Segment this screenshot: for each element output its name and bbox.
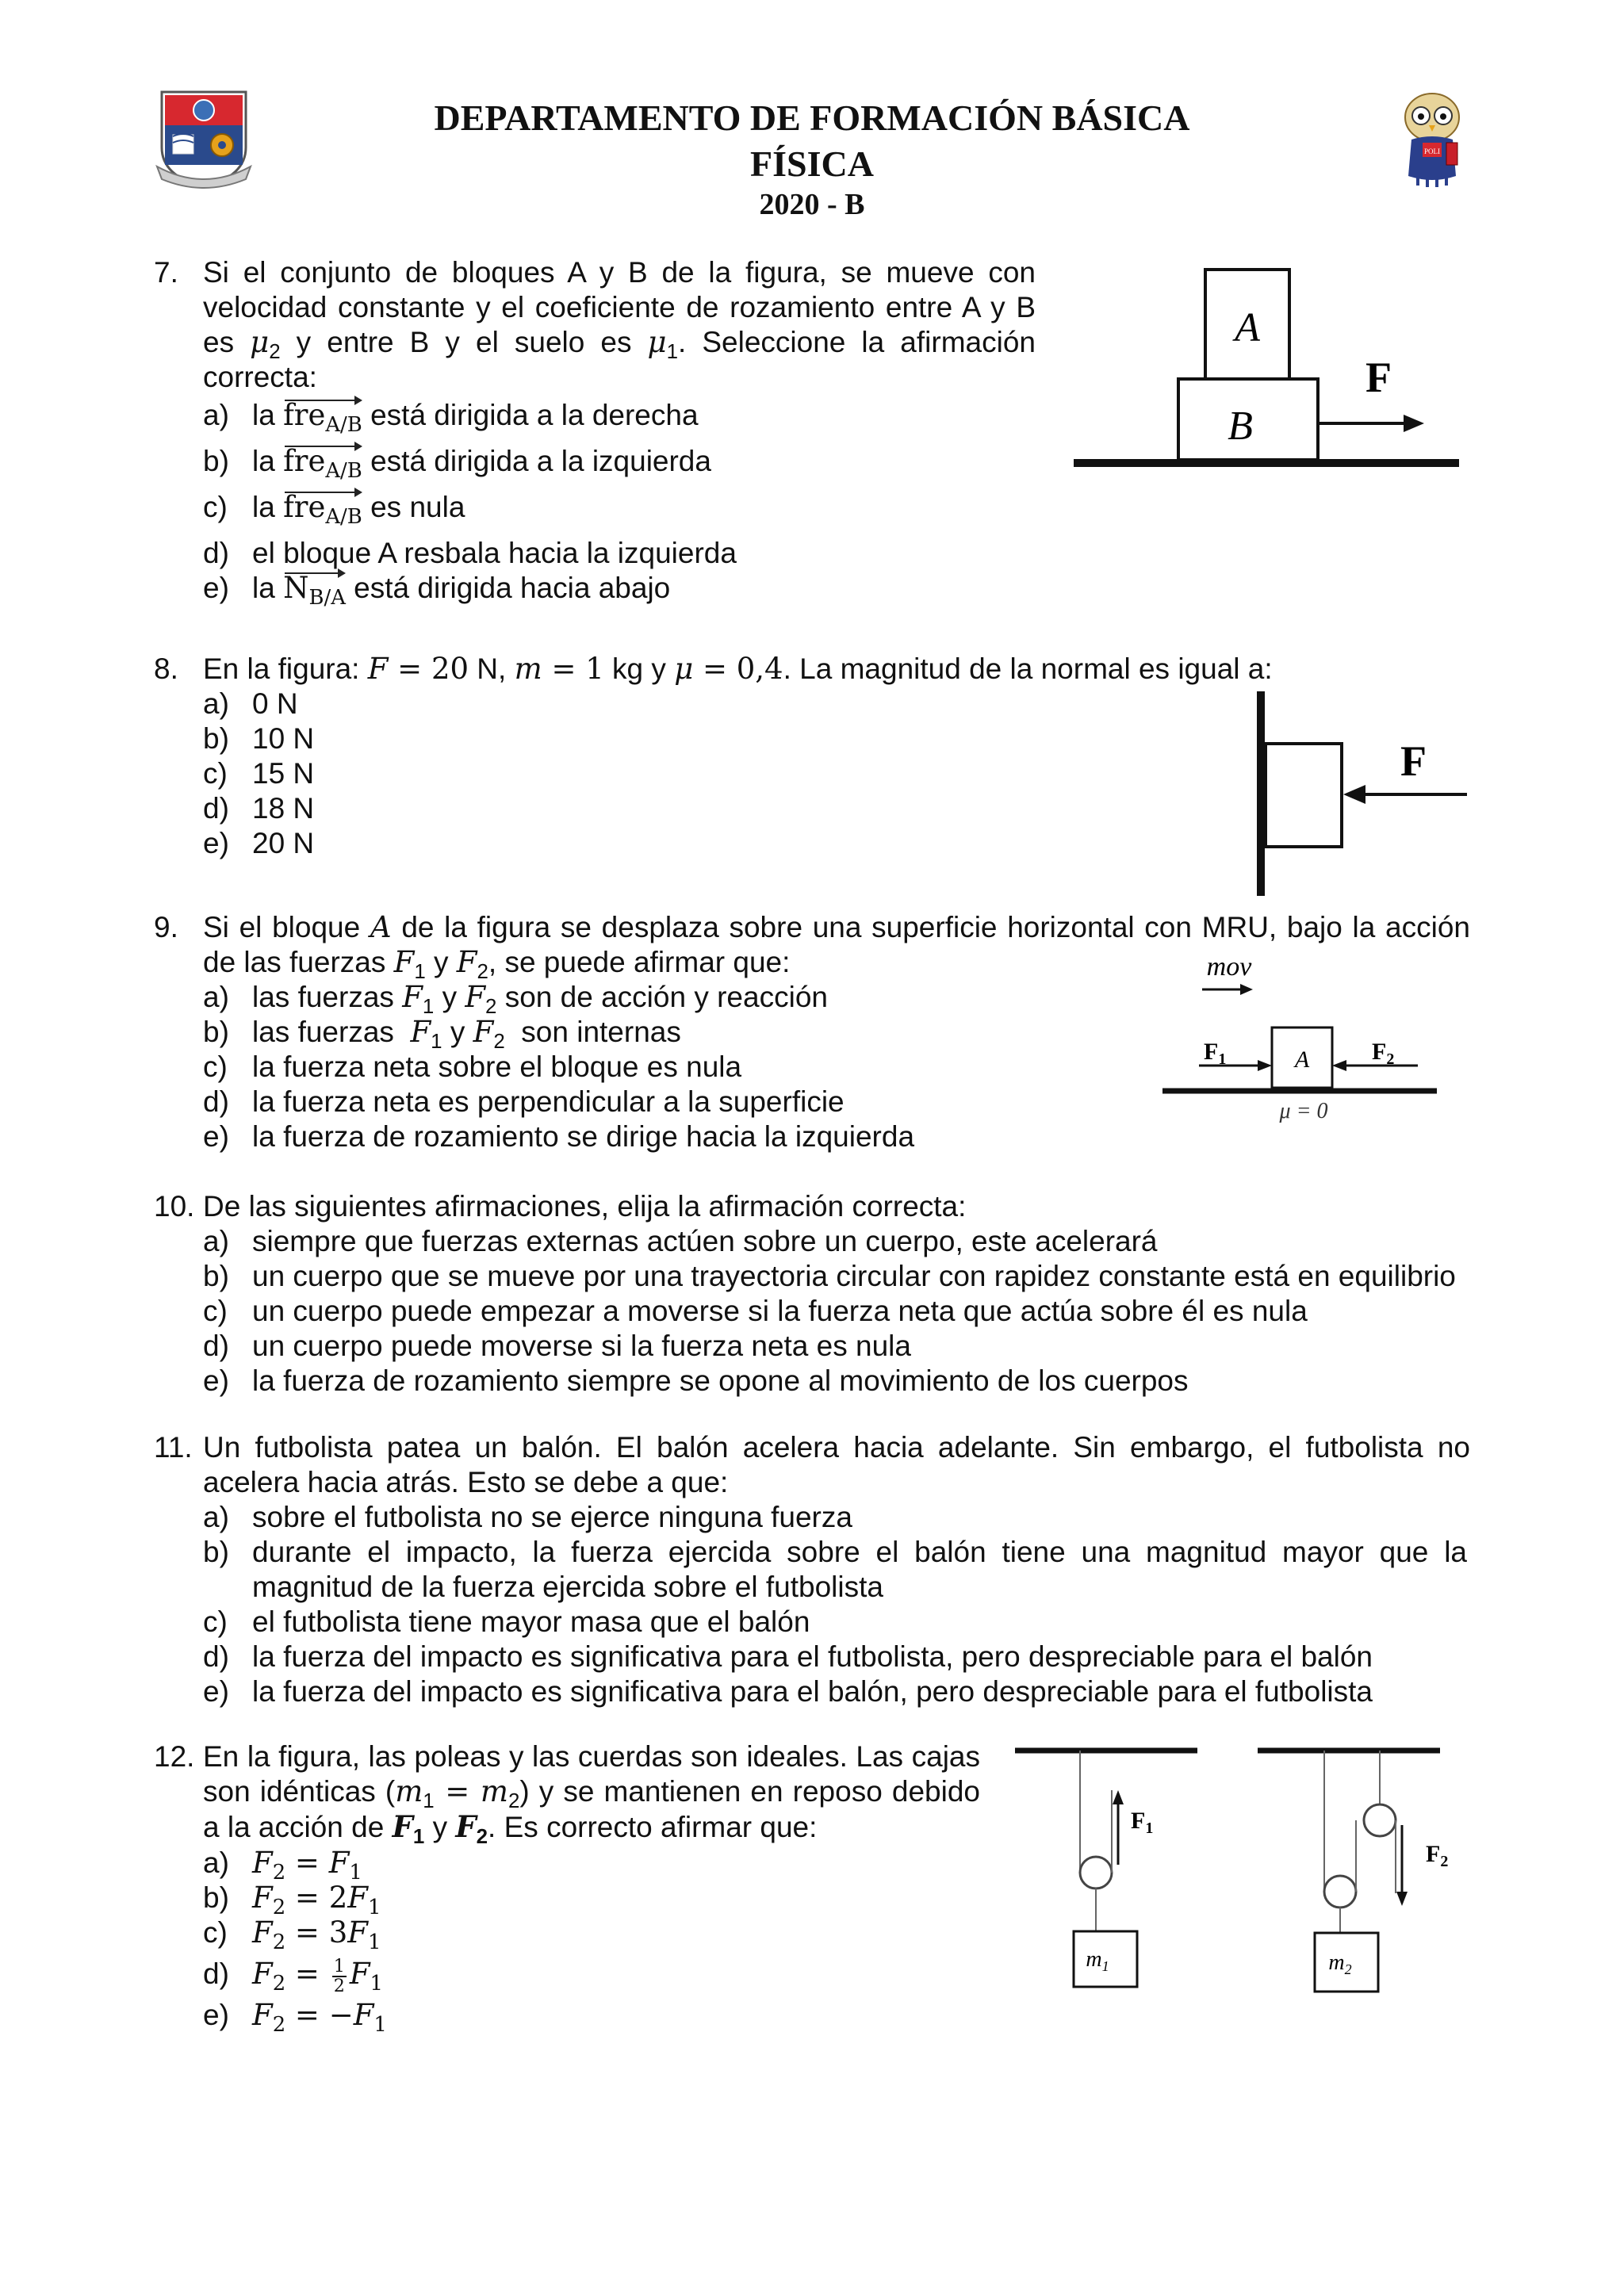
force-f1-label: $F_1$ — [1204, 1039, 1227, 1068]
question-text: Si el bloque A de la figura se desplaza sobre una superficie horizontal con MRU, bajo la acción de las fuerzas $F_1$ y $F_2$, se puede afirmar que: — [203, 910, 1470, 983]
question-text: En la figura, las poleas y las cuerdas son ideales. Las cajas son idénticas $(m_1 = m_2)$ y se mantienen en reposo debido a la acción de $F_1$ y $F_2$. Es correcto afirmar que: — [203, 1740, 980, 1848]
force-f2-label: $F_2$ — [1372, 1039, 1395, 1068]
block-a-label: A — [1235, 305, 1260, 350]
figure-q7-blocks — [1071, 262, 1467, 476]
force-f1-label: $F_1$ — [1131, 1808, 1154, 1837]
mass-m1-label: $m_1$ — [1086, 1947, 1109, 1974]
figure-q8-wall-block — [1245, 688, 1483, 899]
mu-zero-label: μ = 0 — [1279, 1099, 1328, 1123]
force-f-label: F — [1400, 737, 1427, 785]
term-label: 2020 - B — [759, 188, 865, 221]
owl-badge-text: POLI — [1424, 147, 1440, 155]
question-text: Un futbolista patea un balón. El balón acelera hacia adelante. Sin embargo, el futbolista no acelera hacia atrás. Esto se debe a que: — [203, 1431, 1470, 1498]
question-number: 8. — [154, 652, 178, 685]
force-f2-label: $F_2$ — [1426, 1841, 1449, 1870]
mov-label: mov — [1206, 952, 1252, 982]
department-title: DEPARTAMENTO DE FORMACIÓN BÁSICA — [434, 98, 1190, 138]
question-number: 7. — [154, 256, 178, 289]
question-number: 10. — [154, 1190, 195, 1223]
figure-q9-block-forces — [1150, 948, 1451, 1131]
question-text: En la figura: F = 20 N, m = 1 kg y μ = 0,4. La magnitud de la normal es igual a: — [203, 652, 1273, 686]
block-a-label: A — [1294, 1047, 1310, 1073]
owl-mascot-logo — [1396, 87, 1469, 190]
figure-q12-pulleys — [1007, 1738, 1467, 2007]
question-number: 11. — [154, 1431, 193, 1464]
question-number: 12. — [154, 1740, 195, 1773]
question-text: De las siguientes afirmaciones, elija la afirmación correcta: — [203, 1190, 967, 1223]
force-f-label: F — [1365, 354, 1392, 401]
mass-m2-label: $m_2$ — [1328, 1950, 1352, 1977]
question-text: Si el conjunto de bloques A y B de la figura, se mueve con velocidad constante y el coeficiente de rozamiento entre A y B es $\mu_2$ y entre B y el suelo es $\mu_1$. Seleccione la afirmación correcta: — [203, 256, 1036, 393]
question-number: 9. — [154, 911, 178, 943]
subject-title: FÍSICA — [750, 144, 874, 184]
block-b-label: B — [1228, 404, 1253, 449]
